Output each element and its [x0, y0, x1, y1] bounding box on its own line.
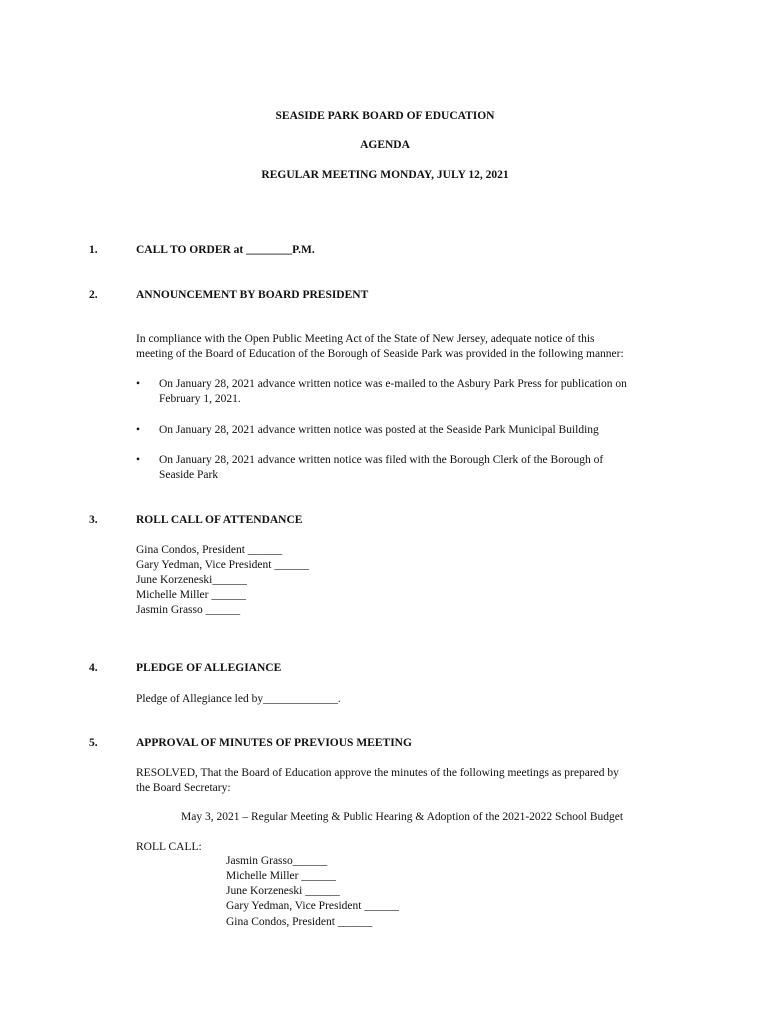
document-title: AGENDA: [360, 139, 410, 151]
section-number-5: 5.: [89, 737, 98, 749]
minutes-meeting-entry: May 3, 2021 – Regular Meeting & Public Hearing & Adoption of the 2021-2022 School Budget: [181, 811, 624, 823]
announcement-intro-line-1: In compliance with the Open Public Meeting Act of the State of New Jersey, adequate notice of this: [136, 333, 595, 345]
section-number-4: 4.: [89, 662, 98, 674]
attendance-entry: Gary Yedman, Vice President ______: [136, 559, 309, 571]
meeting-title: REGULAR MEETING MONDAY, JULY 12, 2021: [261, 169, 509, 181]
bullet-icon: •: [136, 454, 141, 466]
bullet-icon: •: [136, 378, 141, 390]
section-heading-call-to-order: CALL TO ORDER at ________P.M.: [136, 244, 315, 256]
roll-call-entry: Gina Condos, President ______: [226, 916, 373, 928]
bullet-icon: •: [136, 424, 141, 436]
attendance-entry: Jasmin Grasso ______: [136, 604, 241, 616]
roll-call-label: ROLL CALL:: [136, 841, 202, 853]
section-heading-announcement: ANNOUNCEMENT BY BOARD PRESIDENT: [136, 289, 369, 301]
notice-bullet-line: On January 28, 2021 advance written notice was e-mailed to the Asbury Park Press for publication on: [159, 378, 627, 390]
roll-call-entry: Gary Yedman, Vice President ______: [226, 900, 399, 912]
notice-bullet-line: Seaside Park: [159, 469, 219, 481]
attendance-entry: Michelle Miller ______: [136, 589, 246, 601]
pledge-text: Pledge of Allegiance led by_____________.: [136, 693, 341, 705]
notice-bullet-line: On January 28, 2021 advance written notice was posted at the Seaside Park Municipal Building: [159, 424, 599, 436]
roll-call-entry: Jasmin Grasso______: [226, 855, 328, 867]
attendance-entry: June Korzeneski______: [136, 574, 247, 586]
section-number-3: 3.: [89, 514, 98, 526]
section-number-2: 2.: [89, 289, 98, 301]
section-number-1: 1.: [89, 244, 98, 256]
notice-bullet-line: On January 28, 2021 advance written notice was filed with the Borough Clerk of the Borough of: [159, 454, 604, 466]
section-heading-roll-call: ROLL CALL OF ATTENDANCE: [136, 514, 303, 526]
roll-call-entry: Michelle Miller ______: [226, 870, 336, 882]
resolved-line-2: the Board Secretary:: [136, 782, 231, 794]
attendance-entry: Gina Condos, President ______: [136, 544, 283, 556]
section-heading-pledge: PLEDGE OF ALLEGIANCE: [136, 662, 282, 674]
notice-bullet-line: February 1, 2021.: [159, 393, 241, 405]
org-title: SEASIDE PARK BOARD OF EDUCATION: [275, 110, 495, 122]
roll-call-entry: June Korzeneski ______: [226, 885, 340, 897]
announcement-intro-line-2: meeting of the Board of Education of the Borough of Seaside Park was provided in the following manner:: [136, 348, 624, 360]
resolved-line-1: RESOLVED, That the Board of Education approve the minutes of the following meetings as prepared by: [136, 767, 619, 779]
section-heading-minutes: APPROVAL OF MINUTES OF PREVIOUS MEETING: [136, 737, 412, 749]
